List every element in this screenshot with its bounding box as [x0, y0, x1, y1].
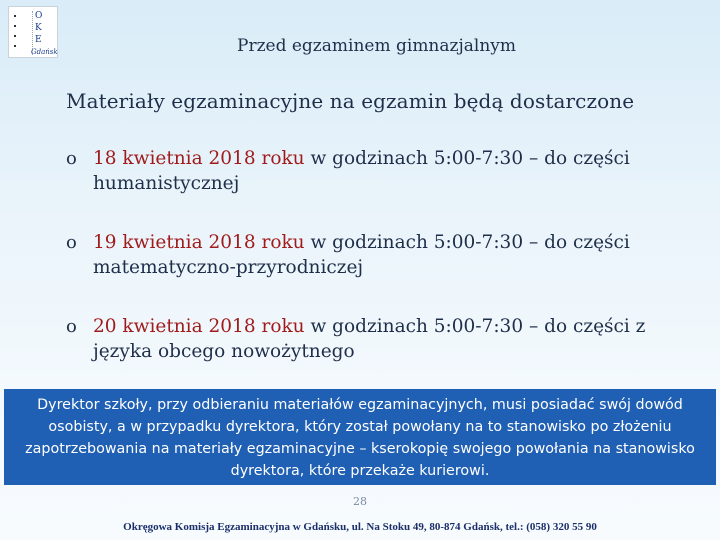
delivery-date: 18 kwietnia 2018 roku — [93, 148, 305, 169]
delivery-details: w godzinach 5:00-7:30 – do części humanistycznej — [93, 148, 630, 194]
delivery-date: 19 kwietnia 2018 roku — [93, 232, 305, 253]
bullet-marker: o — [66, 232, 77, 253]
slide-lead: Materiały egzaminacyjne na egzamin będą dostarczone — [66, 89, 635, 113]
logo-city: Gdańsk — [31, 48, 58, 56]
logo-letter-k: K — [35, 23, 42, 33]
delivery-details: w godzinach 5:00-7:30 – do części z języka obcego nowożytnego — [93, 316, 646, 362]
notice-box: Dyrektor szkoły, przy odbieraniu materiałów egzaminacyjnych, musi posiadać swój dowód osobisty, a w przypadku dyrektora, który został powołany na to stanowisko po złożeniu zapotrzebowania na materiały egzaminacyjne – kserokopię swojego powołania na stanowisko dyrektora, które przekaże kurierowi. — [4, 389, 716, 485]
logo-letter-e: E — [35, 35, 42, 45]
page-number: 28 — [353, 495, 367, 508]
slide-header: Przed egzaminem gimnazjalnym — [237, 36, 516, 56]
logo-dotted-grid — [11, 11, 33, 55]
list-item — [66, 314, 706, 364]
footer-contact: Okręgowa Komisja Egzaminacyjna w Gdańsku, ul. Na Stoku 49, 80-874 Gdańsk, tel.: (058) 320 55 90 — [123, 521, 597, 533]
oke-logo — [8, 6, 58, 58]
bullet-marker: o — [66, 316, 77, 337]
logo-letter-o: O — [35, 11, 43, 21]
bullet-marker: o — [66, 148, 77, 169]
date-list — [66, 146, 706, 398]
delivery-details: w godzinach 5:00-7:30 – do części matematyczno-przyrodniczej — [93, 232, 630, 278]
list-item — [66, 146, 706, 196]
delivery-date: 20 kwietnia 2018 roku — [93, 316, 305, 337]
list-item — [66, 230, 706, 280]
